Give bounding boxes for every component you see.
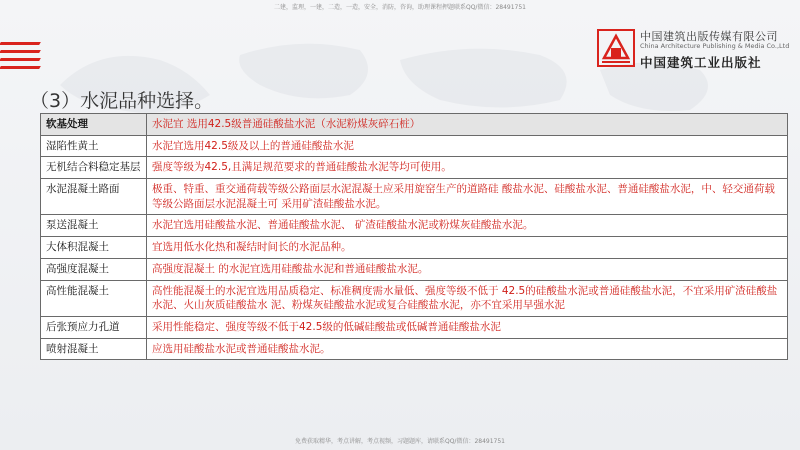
row-content: 宜选用低水化热和凝结时间长的水泥品种。 [147,237,788,259]
row-label: 后张预应力孔道 [41,316,147,338]
row-label: 喷射混凝土 [41,338,147,360]
table-row [41,258,788,280]
table-row [41,237,788,259]
row-content: 采用性能稳定、强度等级不低于42.5级的低碱硅酸盐或低碱普通硅酸盐水泥 [147,316,788,338]
table-row [41,157,788,179]
table-row [41,316,788,338]
table-row [41,280,788,316]
row-label: 无机结合料稳定基层 [41,157,147,179]
table-row [41,135,788,157]
cement-selection-table [40,113,788,360]
publisher-emblem-icon [596,28,636,68]
table-row [41,179,788,215]
row-label: 高性能混凝土 [41,280,147,316]
table-row [41,215,788,237]
publisher-en-name: China Architecture Publishing & Media Co.,Ltd [640,42,790,50]
top-note: 二建，监理，一建，二造，一造，安全，消防，咨询，助理课程押题联系QQ/微信：28491751 [273,4,526,11]
publisher-cn-sub: 中国建筑工业出版社 [640,55,762,70]
page-title: （3）水泥品种选择。 [30,90,214,112]
row-label: 软基处理 [41,114,147,136]
row-label: 水泥混凝土路面 [41,179,147,215]
row-content: 水泥宜选用硅酸盐水泥、普通硅酸盐水泥、 矿渣硅酸盐水泥或粉煤灰硅酸盐水泥。 [147,215,788,237]
publisher-logo [596,24,796,76]
row-content: 极重、特重、重交通荷载等级公路面层水泥混凝土应采用旋窑生产的道路硅 酸盐水泥、硅酸盐水泥、普通硅酸盐水泥，中、轻交通荷载等级公路面层水泥混凝土可 采用矿渣硅酸盐水泥。 [147,179,788,215]
row-content: 应选用硅酸盐水泥或普通硅酸盐水泥。 [147,338,788,360]
table-row [41,338,788,360]
bottom-note: 免费获取精华，考点讲解，考点视频，习题题库，请联系QQ/微信：28491751 [294,438,505,445]
row-content: 高性能混凝土的水泥宜选用品质稳定、标准稠度需水量低、强度等级不低于 42.5的硅酸盐水泥或普通硅酸盐水泥，不宜采用矿渣硅酸盐水泥、火山灰质硅酸盐水 泥、粉煤灰硅酸盐水泥或复合硅酸盐水泥，亦不宜采用早强水泥 [147,280,788,316]
table-row [41,114,788,136]
row-label: 湿陷性黄土 [41,135,147,157]
row-content: 水泥宜选用42.5级及以上的普通硅酸盐水泥 [147,135,788,157]
row-content: 强度等级为42.5,且满足规范要求的普通硅酸盐水泥等均可使用。 [147,157,788,179]
row-label: 大体积混凝土 [41,237,147,259]
publisher-cn-name: 中国建筑出版传媒有限公司 [640,30,778,43]
row-label: 高强度混凝土 [41,258,147,280]
row-content: 高强度混凝土 的水泥宜选用硅酸盐水泥和普通硅酸盐水泥。 [147,258,788,280]
row-label: 泵送混凝土 [41,215,147,237]
row-content: 水泥宜 选用42.5级普通硅酸盐水泥（水泥粉煤灰碎石桩） [147,114,788,136]
red-stripe-decoration [0,40,48,80]
